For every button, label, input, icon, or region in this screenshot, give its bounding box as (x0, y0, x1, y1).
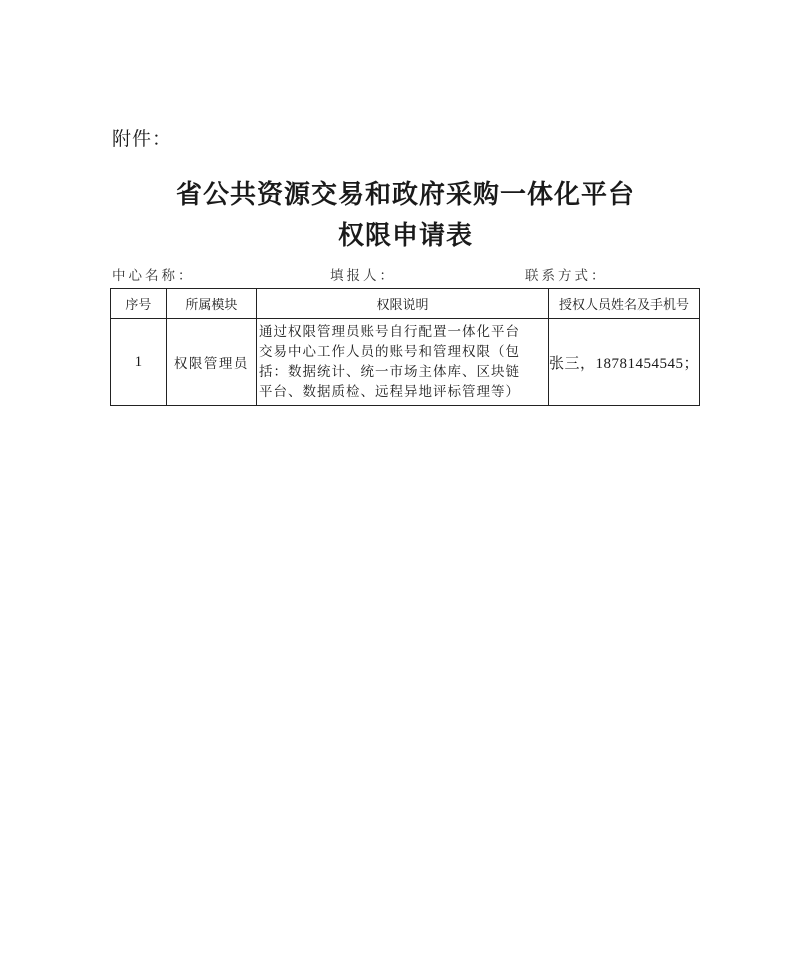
center-name-label: 中心名称： (112, 268, 195, 284)
cell-permission-description (256, 319, 548, 406)
header-authorized-person: 授权人员姓名及手机号 (548, 289, 699, 319)
header-module: 所属模块 (166, 289, 256, 319)
contact-label: 联系方式： (525, 268, 608, 284)
description-line: 交易中心工作人员的账号和管理权限（包 (258, 344, 520, 360)
description-line: 通过权限管理员账号自行配置一体化平台 (258, 324, 520, 340)
table-header-row (111, 289, 700, 319)
filler-label: 填报人： (330, 268, 396, 284)
description-line: 括：数据统计、统一市场主体库、区块链 (258, 364, 520, 380)
cell-authorized-person: 张三，18781454545； (548, 319, 699, 406)
description-line: 平台、数据质检、远程异地评标管理等） (258, 384, 520, 400)
document-title-line2: 权限申请表 (337, 221, 473, 251)
table-row (111, 319, 700, 406)
attachment-label: 附件： (112, 128, 173, 150)
header-serial-no: 序号 (111, 289, 167, 319)
cell-serial-no: 1 (111, 319, 167, 406)
header-permission-description: 权限说明 (256, 289, 548, 319)
document-title-line1: 省公共资源交易和政府采购一体化平台 (175, 180, 635, 210)
permission-table (110, 288, 700, 406)
cell-module: 权限管理员 (166, 319, 256, 406)
